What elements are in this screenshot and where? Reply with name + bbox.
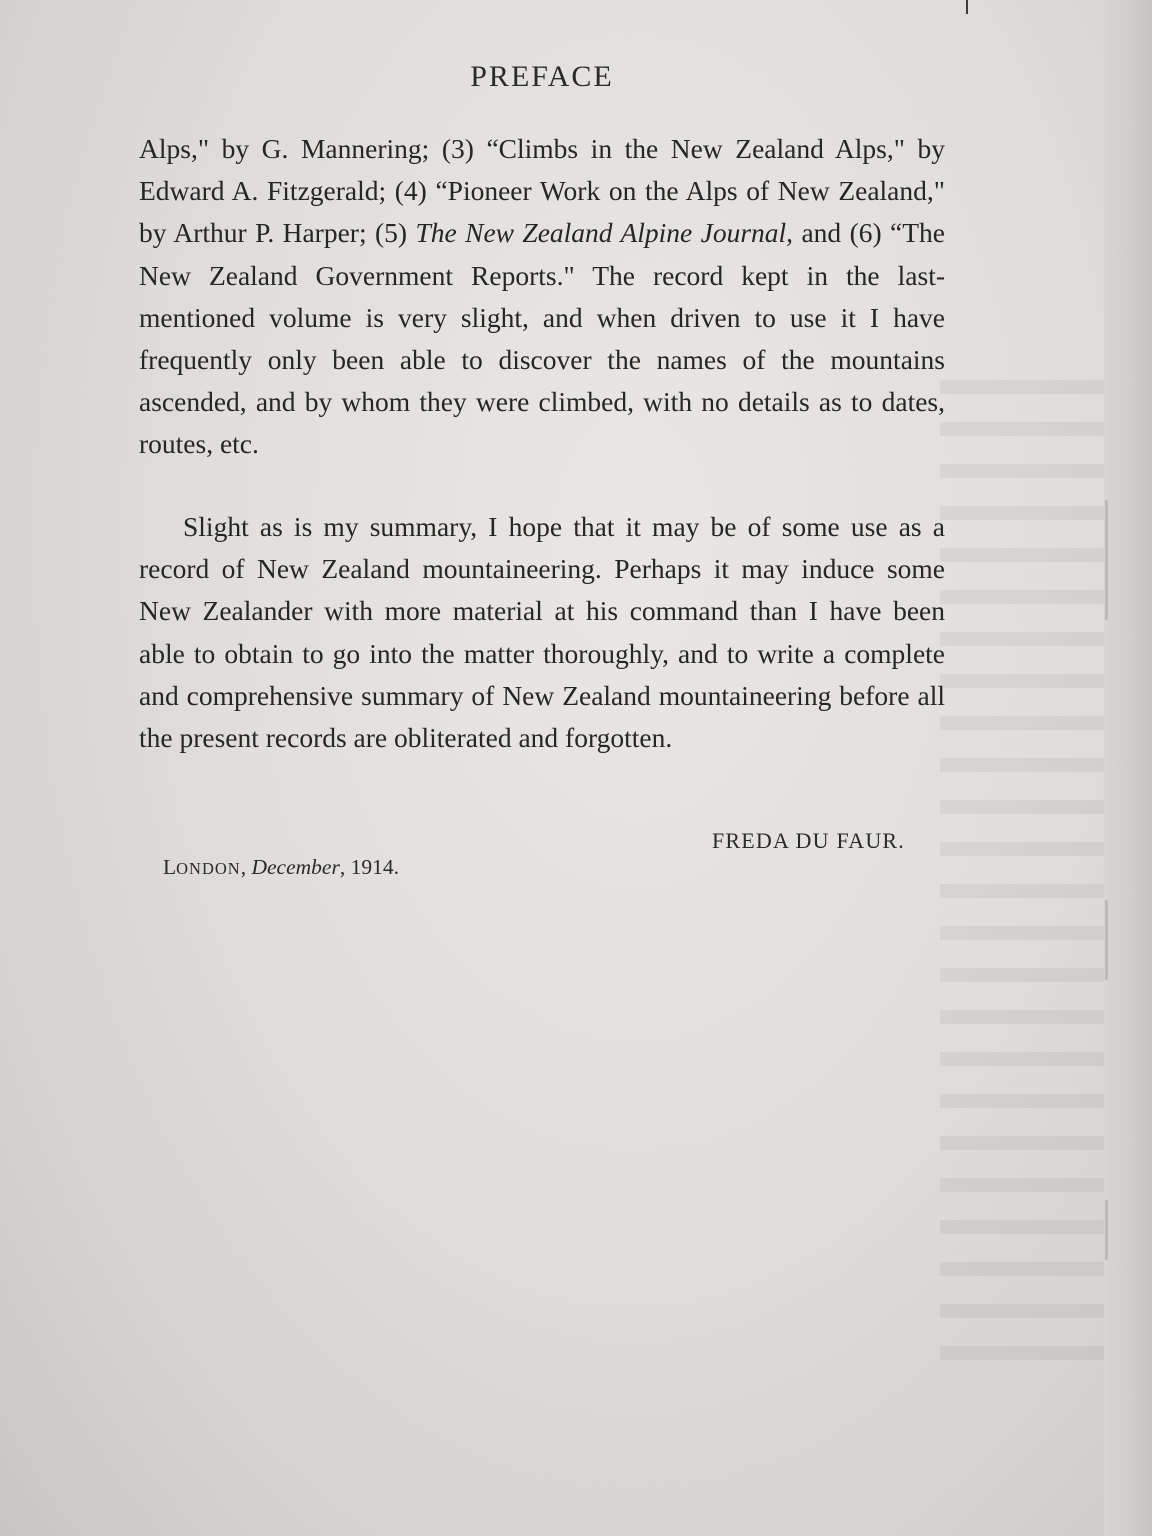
dateline-separator: , <box>240 855 252 879</box>
journal-title-italic: The New Zealand Alpine Journal, <box>415 217 794 249</box>
dateline-month: December <box>251 855 340 879</box>
show-through-text <box>940 380 1110 1380</box>
paragraph-1 <box>139 128 945 466</box>
facing-page-edge <box>1104 0 1152 1536</box>
paragraph-1-text-cont: and (6) “The New Zealand Government Reports." The record kept in the last-mentioned volume is very slight, and when driven to use it I have frequently only been able to discover the names of the mountains ascended, and by whom they were climbed, with no details as to dates, routes, etc. <box>139 217 945 460</box>
author-signature: FREDA DU FAUR. <box>711 828 905 853</box>
paragraph-2-text: Slight as is my summary, I hope that it may be of some use as a record of New Zealand mountaineering. Perhaps it may induce some New Zealander with more material at his command than I have been able to obtain to go into the matter thoroughly, and to write a complete and comprehensive summary of New Zealand mountaineering before all the present records are obliterated and forgotten. <box>139 511 945 754</box>
dateline <box>163 855 399 880</box>
paragraph-1-text: Alps," by G. Mannering; (3) “Climbs in the New Zealand Alps," by Edward A. Fitzgerald; (4) “Pioneer Work on the Alps of New Zealand," by Arthur P. Harper; (5) <box>139 133 945 249</box>
page-title: PREFACE <box>470 60 614 93</box>
edge-shadow <box>1105 1200 1108 1260</box>
edge-shadow <box>1105 900 1108 980</box>
edge-shadow <box>1105 500 1108 620</box>
dateline-place: ONDON <box>176 859 241 878</box>
page-edge-tick <box>966 0 968 14</box>
paragraph-2 <box>139 506 945 759</box>
dateline-place-initial: L <box>163 855 177 879</box>
dateline-year: , 1914. <box>339 855 399 879</box>
